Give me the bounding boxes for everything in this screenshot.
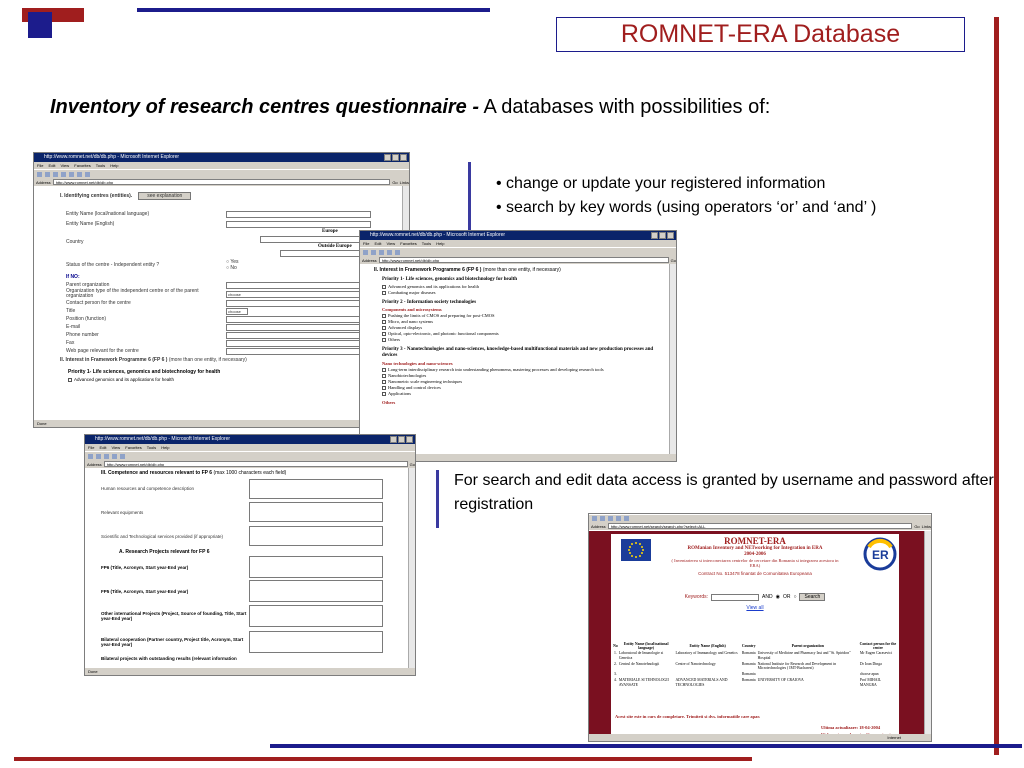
field-row: E-mail: [60, 323, 409, 331]
fp5-textarea[interactable]: [249, 580, 383, 602]
priority-heading: Priority 2 - Information society technologies: [382, 300, 477, 305]
site-romanian-description: ( Inventarierea si interconectarea centrelor de cercetare din Romania si integrarea acestora in ERA): [671, 558, 839, 568]
vertical-scrollbar[interactable]: [669, 264, 676, 454]
europe-select[interactable]: [260, 236, 360, 243]
phone-input[interactable]: [226, 332, 371, 339]
field-row: Phone number: [60, 331, 409, 339]
column-header: No: [613, 644, 618, 649]
forward-icon[interactable]: [45, 172, 50, 177]
priority-option[interactable]: Advanced genomics and its applications for health: [382, 284, 666, 290]
address-bar: Address http://www.romnet.net/db/db.php Go: [87, 461, 415, 467]
table-cell: University of Medicine and Pharmacy Iasi and "St. Spiridon" Hospital: [757, 651, 851, 660]
position-input[interactable]: [226, 316, 371, 323]
menu-bar[interactable]: File Edit View Favorites Tools Help: [34, 162, 409, 169]
priority-option[interactable]: Advanced displays: [382, 325, 666, 331]
go-button[interactable]: Go: [392, 179, 398, 185]
search-icon[interactable]: [77, 172, 82, 177]
last-updated: Ultima actualizare: 18-04-2004: [821, 725, 881, 730]
back-icon[interactable]: [88, 454, 93, 459]
radio-icon[interactable]: ◉: [775, 594, 780, 600]
subtitle-rest: A databases with possibilities of:: [479, 96, 771, 118]
search-button[interactable]: Search: [799, 593, 825, 601]
maximize-button[interactable]: [398, 436, 405, 443]
table-cell: Centre of Nanotechnology: [675, 661, 716, 666]
priority-heading: Priority 3 - Nanotechnologies and nano-sciences, knowledge-based multifunctional materials and new production processes and devices: [382, 347, 654, 358]
search-form: [611, 593, 899, 601]
priority-option[interactable]: Others: [382, 337, 666, 343]
email-input[interactable]: [226, 324, 371, 331]
search-icon[interactable]: [624, 516, 629, 521]
decorative-top-line: [137, 8, 490, 12]
table-cell: Laboratorul de Imunologie si Genetica: [618, 651, 664, 660]
menu-bar[interactable]: File Edit View Favorites Tools Help: [85, 444, 415, 451]
go-button[interactable]: Go: [914, 523, 920, 529]
site-years: 2004-2006: [744, 552, 766, 557]
bullet-item: • change or update your registered information: [496, 175, 826, 192]
table-cell: 4.: [614, 678, 617, 683]
address-input[interactable]: http://www.romnet.net/db/db.php: [53, 179, 391, 185]
table-cell: Laboratory of Immunology and Genetics: [675, 651, 738, 656]
go-button[interactable]: Go: [409, 461, 415, 467]
minimize-button[interactable]: [384, 154, 391, 161]
see-explanation-button[interactable]: see explanation: [138, 192, 191, 200]
results-table: [613, 642, 897, 688]
back-icon[interactable]: [363, 250, 368, 255]
window-titlebar: http://www.romnet.net/db/db.php - Microsoft Internet Explorer: [360, 231, 676, 240]
slide-subtitle: [50, 96, 770, 119]
table-cell: ADVANCED MATERIALS AND TECHNOLOGIES: [675, 678, 728, 687]
site-footer-note: Acest site este in curs de completare. Trimiteti si dvs. informatiile care apar.: [615, 714, 761, 719]
browser-toolbar: [34, 169, 409, 178]
table-cell: Mr Eugen Carasevici: [859, 651, 893, 656]
browser-window-identification: [33, 152, 410, 428]
minimize-button[interactable]: [651, 232, 658, 239]
eu-flag-icon: [621, 539, 651, 561]
contract-info: Contract No. 513478 finantat de Comunitatea Europeana: [698, 571, 812, 576]
priority-option[interactable]: Long-term interdisciplinary research into understanding phenomena, mastering processes and developing research tools: [382, 367, 666, 373]
address-input[interactable]: http://www.romnet.net/search/search.php?select=ALL: [608, 523, 913, 529]
site-header: ROMNET-ERA: [724, 536, 786, 546]
browser-window-romnet-site: [588, 513, 932, 742]
or-radio[interactable]: OR: [782, 594, 791, 600]
field-row: FP6 (Title, Acronym, Start year-End year): [101, 555, 403, 579]
table-cell: National Institute for Research and Development in Microtechnologies ( IMT-Bucharest): [757, 661, 837, 671]
if-no-label: If NO:: [66, 274, 80, 280]
table-cell: Romania: [741, 678, 756, 683]
field-row: Relevant equipments: [101, 501, 403, 523]
section-heading: I. Identifying centres (entities). see explanation: [60, 191, 409, 201]
field-row: Fax: [60, 339, 409, 347]
region-europe-label: Europe: [322, 229, 338, 234]
refresh-icon[interactable]: [61, 172, 66, 177]
maximize-button[interactable]: [392, 154, 399, 161]
table-row[interactable]: [613, 661, 897, 671]
web-page-input[interactable]: [226, 348, 371, 355]
home-icon[interactable]: [112, 454, 117, 459]
bullet-list: [496, 172, 876, 220]
priority-option[interactable]: Advanced genomics and its applications for health: [68, 377, 409, 383]
priority-option[interactable]: Nanobiotechnologies: [382, 373, 666, 379]
field-row: Bilateral cooperation (Partner country, Project title, Acronym, Start year-End year): [101, 629, 403, 655]
priority-option[interactable]: Optical, opto-electronic, and photonic functional components: [382, 331, 666, 337]
fp6-textarea[interactable]: [249, 556, 383, 578]
table-cell: Romania: [741, 672, 756, 677]
stop-icon[interactable]: [53, 172, 58, 177]
parent-organization-input[interactable]: [226, 282, 371, 289]
paragraph-accent-bar: [436, 470, 439, 528]
forward-icon[interactable]: [371, 250, 376, 255]
radio-no[interactable]: ○ No: [226, 265, 237, 271]
priority-subheading: Others: [382, 400, 396, 405]
address-input[interactable]: http://www.romnet.net/db/db.php: [379, 257, 669, 263]
site-background: [589, 531, 924, 734]
field-row: Position (function): [60, 315, 409, 323]
column-header: Parent organization: [791, 644, 824, 649]
column-header: Contact person for the centre: [859, 642, 897, 651]
table-cell: Romania: [741, 661, 756, 666]
table-cell: Romania: [741, 651, 756, 656]
title-select[interactable]: choose: [226, 308, 248, 315]
maximize-button[interactable]: [659, 232, 666, 239]
section-heading: II. Interest in Framework Programme 6 (FP 6 ) (more than one entity, if necessary): [374, 267, 561, 273]
outside-europe-select[interactable]: [280, 250, 360, 257]
vertical-scrollbar[interactable]: [924, 531, 931, 734]
organization-type-select[interactable]: choose: [226, 291, 371, 298]
svg-text:ER: ER: [872, 548, 889, 562]
field-row: Human resources and competence description: [101, 478, 403, 499]
decorative-bottom-red-line: [14, 757, 752, 761]
field-row: Contact person for the centre: [60, 299, 409, 307]
subsection-heading: A. Research Projects relevant for FP 6: [119, 549, 210, 555]
fax-input[interactable]: [226, 340, 371, 347]
table-cell: MATERIALE SI TEHNOLOGII AVANSATE: [618, 678, 669, 687]
subtitle-bold: Inventory of research centres questionnaire -: [50, 96, 480, 118]
decorative-right-line: [994, 17, 999, 755]
priority-option[interactable]: Handling and control devices: [382, 385, 666, 391]
field-row: Title choose: [60, 307, 409, 315]
country-label: Country: [66, 239, 84, 245]
human-resources-textarea[interactable]: [249, 479, 383, 499]
table-cell: choose apan: [859, 672, 879, 677]
field-row: Web page relevant for the centre: [60, 347, 409, 355]
refresh-icon[interactable]: [608, 516, 613, 521]
table-cell: UNIVERSITY OF CRAIOVA: [757, 678, 804, 683]
browser-window-interest: [359, 230, 677, 462]
browser-toolbar: [85, 451, 415, 460]
window-titlebar: http://www.romnet.net/db/db.php - Microsoft Internet Explorer: [85, 435, 415, 444]
services-textarea[interactable]: [249, 526, 383, 546]
bullet-item: • search by key words (using operators ‘or’ and ‘and’ ): [496, 199, 877, 216]
field-row: FP5 (Title, Acronym, Start year-End year): [101, 579, 403, 603]
close-button[interactable]: [667, 232, 674, 239]
column-header: Country: [741, 644, 756, 649]
keywords-input[interactable]: [711, 594, 759, 601]
bilateral-cooperation-textarea[interactable]: [249, 631, 383, 653]
access-paragraph: For search and edit data access is granted by username and password after registration: [454, 472, 994, 513]
section-heading: II. Interest in Framework Programme 6 (FP 6 ) (more than one entity, if necessary): [60, 357, 247, 363]
equipments-textarea[interactable]: [249, 502, 383, 522]
field-row: Other international Projects (Project, Source of founding, Title, Start year-End year): [101, 603, 403, 629]
home-icon[interactable]: [616, 516, 621, 521]
status-bar: Internet: [589, 734, 931, 741]
priority-option[interactable]: Applications: [382, 391, 666, 397]
slide-title: ROMNET-ERA Database: [556, 17, 965, 52]
decorative-blue-block: [28, 12, 52, 38]
priority-option[interactable]: Combating major diseases: [382, 290, 666, 296]
refresh-icon[interactable]: [379, 250, 384, 255]
status-bar: Done: [85, 668, 415, 675]
vertical-scrollbar[interactable]: [408, 468, 415, 668]
forward-icon[interactable]: [600, 516, 605, 521]
browser-window-competence: [84, 434, 416, 676]
section-heading: III. Competence and resources relevant to FP 6 (max 1000 characters each field): [101, 470, 287, 476]
table-cell: 1.: [614, 651, 617, 656]
site-content: [611, 534, 899, 734]
browser-toolbar: [360, 247, 676, 256]
back-icon[interactable]: [592, 516, 597, 521]
field-row: Scientific and Technological services provided (if appropriate): [101, 525, 403, 547]
home-icon[interactable]: [69, 172, 74, 177]
column-header: Entity Name (local/national language): [623, 642, 669, 651]
table-cell: Dr Ioan Dinga: [859, 661, 882, 666]
table-cell: 2.: [614, 661, 617, 666]
and-radio[interactable]: AND: [762, 594, 773, 600]
keywords-label: Keywords:: [684, 594, 709, 600]
priority-heading: Priority 1- Life sciences, genomics and biotechnology for health: [382, 277, 518, 282]
field-row: Organization type of the independent centre or of the parent organization choose: [60, 289, 409, 299]
priority-heading: Priority 1- Life sciences, genomics and biotechnology for health: [68, 369, 221, 375]
refresh-icon[interactable]: [104, 454, 109, 459]
close-button[interactable]: [406, 436, 413, 443]
back-icon[interactable]: [37, 172, 42, 177]
table-row[interactable]: [613, 677, 897, 687]
menu-bar[interactable]: File Edit View Favorites Tools Help: [360, 240, 676, 247]
column-header: Entity Name (English): [689, 644, 726, 649]
view-all-link[interactable]: View all: [746, 605, 764, 611]
status-bar: Done: [34, 420, 409, 427]
minimize-button[interactable]: [390, 436, 397, 443]
region-outside-label: Outside Europe: [318, 244, 352, 249]
radio-icon[interactable]: ○: [793, 594, 797, 600]
window-titlebar: http://www.romnet.net/db/db.php - Microsoft Internet Explorer: [34, 153, 409, 162]
address-bar: Address http://www.romnet.net/search/search.php?select=ALL Go Links: [591, 523, 931, 529]
close-button[interactable]: [400, 154, 407, 161]
radio-yes[interactable]: ○ Yes: [226, 259, 239, 265]
site-subheader: ROManian Inventory and NETworking for Integration in ERA: [687, 546, 823, 551]
table-cell: 3.: [614, 672, 617, 677]
priority-subheading: Components and microsystems: [382, 307, 442, 312]
field-row: Entity Name (local/national language): [60, 209, 409, 219]
priority-option[interactable]: Pushing the limits of CMOS and preparing for post-CMOS: [382, 313, 666, 319]
field-label: Bilateral projects with outstanding results (relevant information: [101, 656, 237, 661]
home-icon[interactable]: [387, 250, 392, 255]
era-logo-icon: [863, 537, 897, 571]
favorites-icon[interactable]: [85, 172, 90, 177]
forward-icon[interactable]: [96, 454, 101, 459]
decorative-bottom-blue-line: [270, 744, 1022, 748]
search-icon[interactable]: [120, 454, 125, 459]
address-bar: Address http://www.romnet.net/db/db.php Go: [362, 257, 676, 263]
entity-name-english-input[interactable]: [226, 221, 371, 228]
priority-option[interactable]: Nanometric scale engineering techniques: [382, 379, 666, 385]
table-row[interactable]: [613, 650, 897, 660]
priority-subheading: Nano technologies and nano-sciences: [382, 361, 453, 366]
bullet-accent-bar: [468, 162, 471, 232]
table-cell: Centrul de Nanotehnologii: [618, 661, 660, 666]
search-icon[interactable]: [395, 250, 400, 255]
contact-person-input[interactable]: [226, 300, 371, 307]
table-cell: Prof MIHAIL MANGRA: [859, 678, 881, 687]
go-button[interactable]: Go: [670, 257, 676, 263]
international-projects-textarea[interactable]: [249, 605, 383, 627]
entity-name-local-input[interactable]: [226, 211, 371, 218]
status-row: Status of the centre - Independent entity ? ○ Yes ○ No: [66, 259, 239, 271]
field-row: Parent organization: [60, 281, 409, 289]
address-bar: Address http://www.romnet.net/db/db.php Go Links: [36, 179, 409, 185]
browser-toolbar: [589, 514, 931, 522]
priority-option[interactable]: Micro, and nano systems: [382, 319, 666, 325]
address-input[interactable]: http://www.romnet.net/db/db.php: [104, 461, 408, 467]
field-row: Entity Name (English): [60, 219, 409, 229]
